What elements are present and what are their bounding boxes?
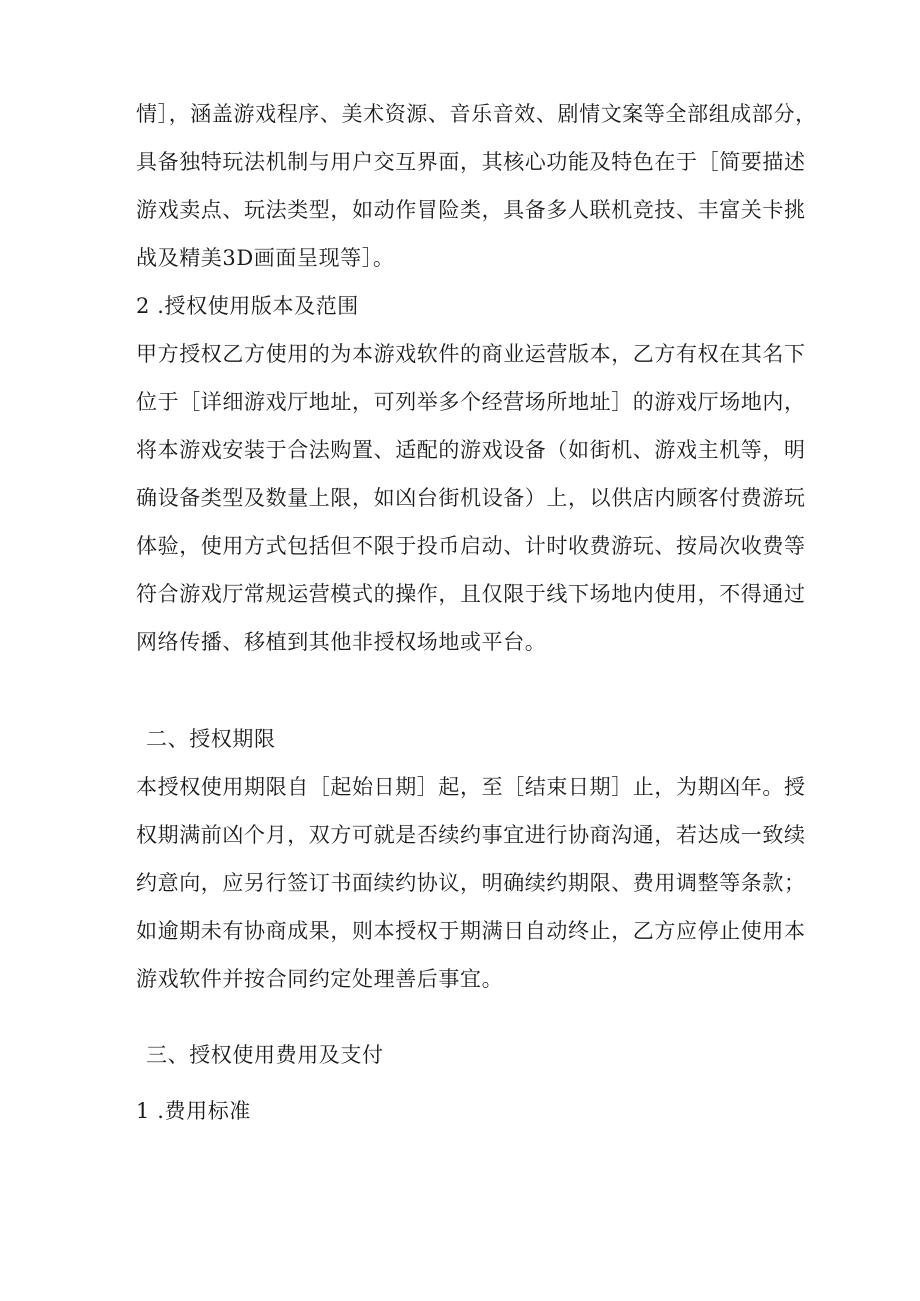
paragraph-line: 甲方授权乙方使用的为本游戏软件的商业运营版本，乙方有权在其名下 <box>136 342 806 366</box>
paragraph-line: 战及精美3D画面呈现等］。 <box>136 246 395 270</box>
paragraph-line: 符合游戏厅常规运营模式的操作，且仅限于线下场地内使用，不得通过 <box>136 582 806 606</box>
item-title: 1 .费用标准 <box>136 1099 251 1123</box>
paragraph-line: 游戏卖点、玩法类型，如动作冒险类，具备多人联机竞技、丰富关卡挑 <box>136 198 806 222</box>
paragraph-line: 具备独特玩法机制与用户交互界面，其核心功能及特色在于［简要描述 <box>136 150 806 174</box>
paragraph-line: 体验，使用方式包括但不限于投币启动、计时收费游玩、按局次收费等 <box>136 534 806 558</box>
paragraph-line: 位于［详细游戏厅地址，可列举多个经营场所地址］的游戏厅场地内， <box>136 390 806 414</box>
paragraph-line: 确设备类型及数量上限，如凶台街机设备）上，以供店内顾客付费游玩 <box>136 486 806 510</box>
paragraph-line: 情］，涵盖游戏程序、美术资源、音乐音效、剧情文案等全部组成部分， <box>136 102 817 126</box>
paragraph-line: 如逾期未有协商成果，则本授权于期满日自动终止，乙方应停止使用本 <box>136 919 806 943</box>
section-heading: 二、授权期限 <box>146 727 276 751</box>
paragraph-line: 将本游戏安装于合法购置、适配的游戏设备（如街机、游戏主机等，明 <box>136 438 806 462</box>
item-title: 2 .授权使用版本及范围 <box>136 294 359 318</box>
section-heading: 三、授权使用费用及支付 <box>146 1043 384 1067</box>
paragraph-line: 约意向，应另行签订书面续约协议，明确续约期限、费用调整等条款； <box>136 871 806 895</box>
paragraph-line: 网络传播、移植到其他非授权场地或平台。 <box>136 630 547 654</box>
paragraph-line: 权期满前凶个月，双方可就是否续约事宜进行协商沟通，若达成一致续 <box>136 823 806 847</box>
paragraph-line: 游戏软件并按合同约定处理善后事宜。 <box>136 967 504 991</box>
paragraph-line: 本授权使用期限自［起始日期］起，至［结束日期］止，为期凶年。授 <box>136 775 806 799</box>
